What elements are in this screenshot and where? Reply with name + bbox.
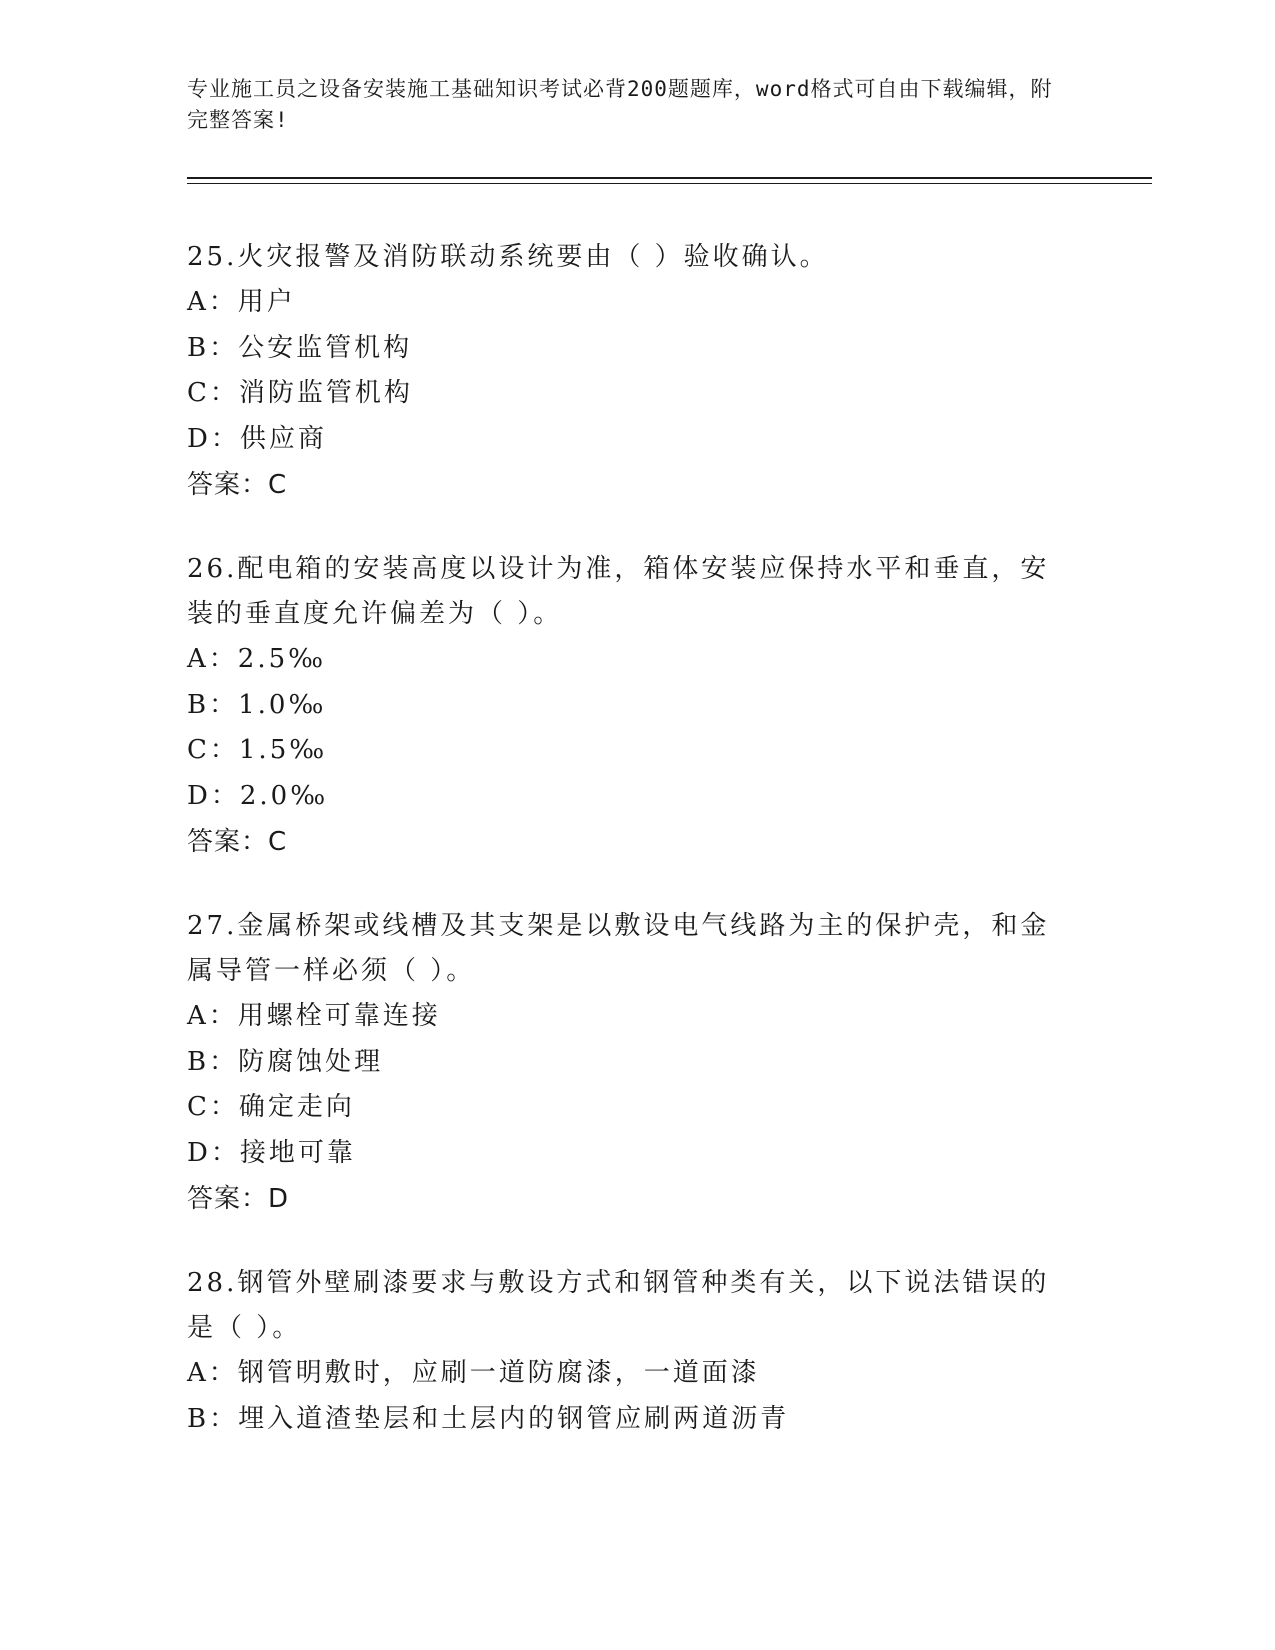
- question-stem: 25.火灾报警及消防联动系统要由（ ）验收确认。: [187, 242, 829, 272]
- option-c: C：确定走向: [187, 1092, 355, 1122]
- question-stem: 26.配电箱的安装高度以设计为准，箱体安装应保持水平和垂直，安装的垂直度允许偏差为（ ）。: [187, 554, 1050, 629]
- option-b: B：1.0‰: [187, 689, 327, 720]
- option-a: A：用螺栓可靠连接: [187, 1001, 441, 1031]
- document-header: 专业施工员之设备安装施工基础知识考试必背200题题库，word格式可自由下载编辑，附完整答案!: [187, 77, 1053, 132]
- option-b: B：防腐蚀处理: [187, 1046, 384, 1077]
- option-d: D：供应商: [187, 423, 327, 454]
- question-stem: 27.金属桥架或线槽及其支架是以敷设电气线路为主的保护壳，和金属导管一样必须（ ）。: [187, 911, 1050, 986]
- option-c: C：消防监管机构: [187, 378, 413, 408]
- option-a: A：钢管明敷时，应刷一道防腐漆，一道面漆: [187, 1358, 760, 1388]
- answer-line: 答案：C: [187, 827, 288, 857]
- question-stem: 28.钢管外壁刷漆要求与敷设方式和钢管种类有关，以下说法错误的是（ ）。: [187, 1268, 1050, 1343]
- question-list: [187, 235, 1077, 1481]
- option-d: D：2.0‰: [187, 780, 329, 811]
- option-a: A：2.5‰: [187, 644, 327, 674]
- question-25: [187, 235, 1077, 508]
- header-rule-thick: [187, 177, 1152, 179]
- question-26: [187, 547, 1077, 865]
- option-a: A：用户: [187, 287, 296, 317]
- question-28: [187, 1261, 1077, 1442]
- option-b: B：公安监管机构: [187, 332, 413, 363]
- option-c: C：1.5‰: [187, 735, 328, 765]
- question-27: [187, 904, 1077, 1222]
- answer-line: 答案：D: [187, 1184, 290, 1214]
- option-d: D：接地可靠: [187, 1137, 356, 1168]
- header-rule-thin: [187, 183, 1152, 184]
- option-b: B：埋入道渣垫层和土层内的钢管应刷两道沥青: [187, 1403, 790, 1434]
- answer-line: 答案：C: [187, 470, 288, 500]
